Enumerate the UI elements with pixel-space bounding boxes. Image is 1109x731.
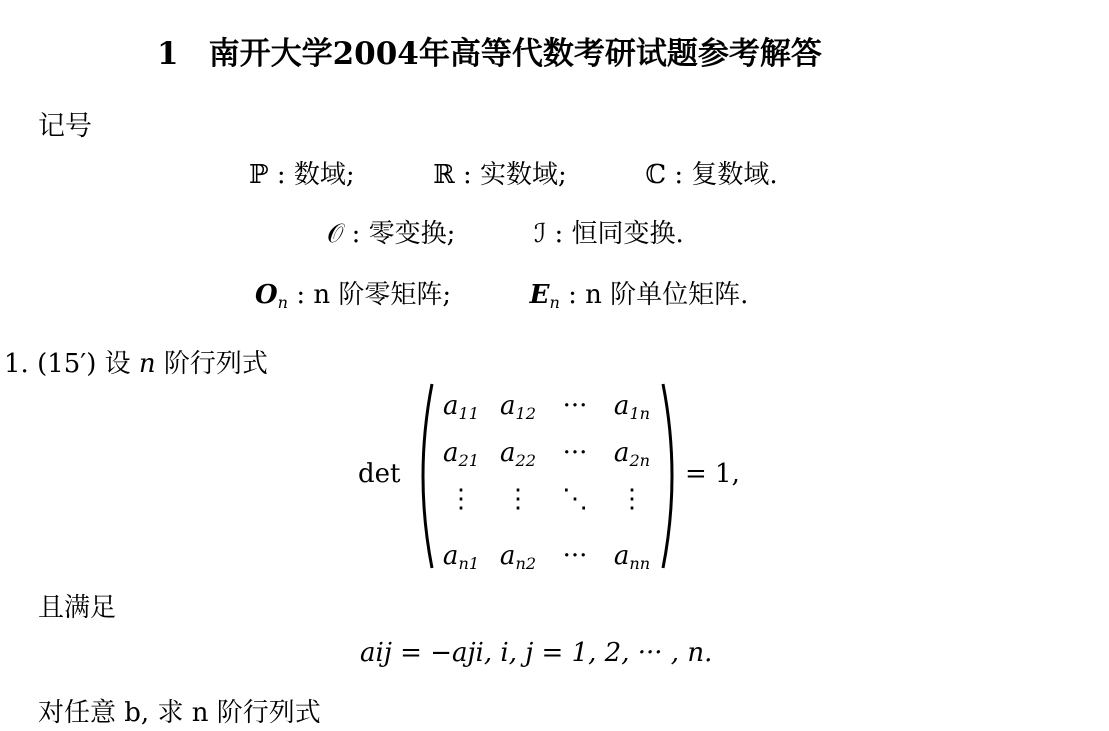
condition-formula: aij = −aji, i, j = 1, 2, ··· , n. [360,638,713,668]
text-O: : 零变换; [351,219,456,249]
matrix-cell: ⋱ [562,484,588,514]
section-number: 1 [157,36,179,72]
notation-row-2 [327,213,684,250]
problem-1-var: n [138,349,156,379]
symbol-R: ℝ [433,160,455,190]
det-label: det [358,459,401,489]
text-I: : 恒同变换. [554,219,684,249]
symbol-On-sub: n [277,292,289,312]
symbol-En-sub: n [549,292,560,312]
followup-text: 对任意 b, 求 n 阶行列式 [38,698,321,728]
page-title [157,28,822,73]
matrix-cell: $a_{21}$ [442,438,479,470]
matrix-cell: $a_{11}$ [442,391,479,423]
symbol-On: O [255,280,278,310]
matrix-cell: $a_{12}$ [499,391,536,423]
matrix-cell: $a_{22}$ [499,438,536,470]
text-P: : 数域; [276,160,355,190]
condition-intro: 且满足 [38,593,117,623]
text-On: : n 阶零矩阵; [296,280,452,310]
problem-1-statement [4,343,268,380]
symbol-En: E [529,280,550,310]
problem-1-suffix: 阶行列式 [163,349,268,379]
matrix-cell: ··· [562,391,588,421]
matrix-cell: ··· [562,438,588,468]
symbol-C: ℂ [645,160,667,190]
matrix-cell: ··· [562,541,588,571]
matrix-cell: ⋮ [619,484,645,514]
section-title: 南开大学2004年高等代数考研试题参考解答 [208,36,822,72]
problem-1-prefix: 1. (15′) 设 [4,349,131,379]
notation-row-1 [249,154,778,191]
text-En: : n 阶单位矩阵. [568,280,749,310]
matrix-cell: ⋮ [505,484,531,514]
symbol-O: 𝒪 [327,219,344,249]
symbol-I: ℐ [533,219,547,249]
notation-heading: 记号 [38,111,92,142]
matrix-cell: $a_{2n}$ [613,438,651,470]
matrix-cell: $a_{n2}$ [499,541,537,573]
notation-row-3 [255,274,748,312]
matrix-cell: $a_{nn}$ [613,541,651,573]
matrix-cell: $a_{1n}$ [613,391,651,423]
matrix-cell: $a_{n1}$ [442,541,480,573]
det-equals-one: = 1, [685,459,740,489]
text-R: : 实数域; [463,160,567,190]
symbol-P: ℙ [249,160,269,190]
text-C: : 复数域. [674,160,778,190]
matrix-cell: ⋮ [448,484,474,514]
